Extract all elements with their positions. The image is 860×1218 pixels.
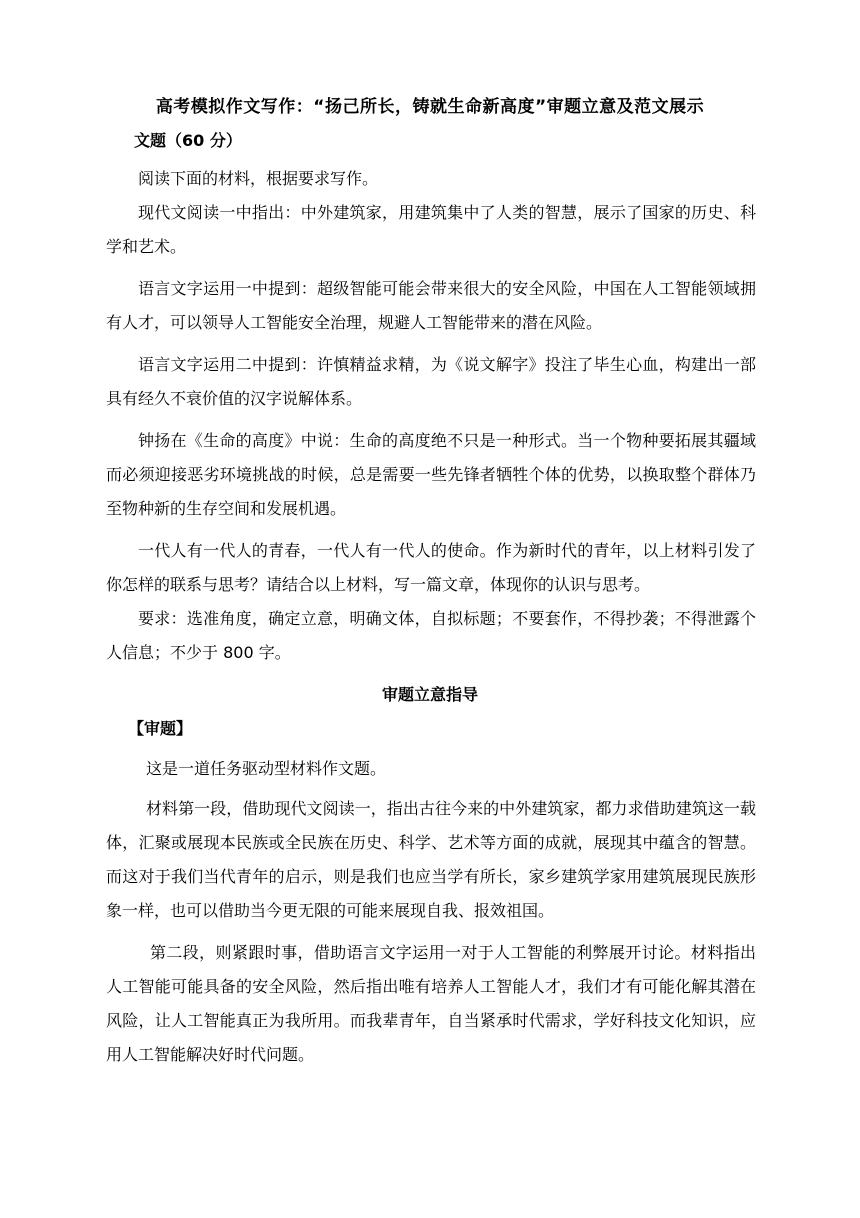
task-paragraph: 一代人有一代人的青春，一代人有一代人的使命。作为新时代的青年，以上材料引发了你怎样的联系与思考？请结合以上材料，写一篇文章，体现你的认识与思考。 (106, 541, 756, 594)
review-paragraph: 这是一道任务驱动型材料作文题。 (146, 759, 387, 778)
task-paragraph: 要求：选准角度，确定立意，明确文体，自拟标题；不要套作，不得抄袭；不得泄露个人信息；不少于 800 字。 (106, 609, 756, 662)
task-paragraph: 阅读下面的材料，根据要求写作。 (138, 169, 379, 188)
task-paragraph: 语言文字运用二中提到：许慎精益求精，为《说文解字》投注了毕生心血，构建出一部具有经久不衰价值的汉字说解体系。 (106, 355, 756, 408)
task-paragraph: 钟扬在《生命的高度》中说：生命的高度绝不只是一种形式。当一个物种要拓展其疆域而必须迎接恶劣环境挑战的时候，总是需要一些先锋者牺牲个体的优势，以换取整个群体乃至物种新的生存空间和发展机遇。 (106, 431, 756, 518)
review-paragraph: 材料第一段，借助现代文阅读一，指出古往今来的中外建筑家，都力求借助建筑这一载体，汇聚或展现本民族或全民族在历史、科学、艺术等方面的成就，展现其中蕴含的智慧。而这对于我们当代青年的启示，则是我们也应当学有所长，家乡建筑学家用建筑展现民族形象一样，也可以借助当今更无限的可能来展现自我、报效祖国。 (106, 799, 756, 920)
task-heading: 文题（60 分） (134, 131, 242, 150)
review-paragraph: 第二段，则紧跟时事，借助语言文字运用一对于人工智能的利弊展开讨论。材料指出人工智能可能具备的安全风险，然后指出唯有培养人工智能人才，我们才有可能化解其潜在风险，让人工智能真正为我所用。而我辈青年，自当紧承时代需求，学好科技文化知识，应用人工智能解决好时代问题。 (106, 943, 756, 1064)
guide-heading: 审题立意指导 (381, 685, 478, 704)
task-paragraph: 现代文阅读一中指出：中外建筑家，用建筑集中了人类的智慧，展示了国家的历史、科学和艺术。 (106, 203, 756, 256)
review-heading: 【审题】 (128, 719, 193, 738)
task-paragraph: 语言文字运用一中提到：超级智能可能会带来很大的安全风险，中国在人工智能领域拥有人才，可以领导人工智能安全治理，规避人工智能带来的潜在风险。 (106, 279, 756, 332)
document-title: 高考模拟作文写作：“扬己所长，铸就生命新高度”审题立意及范文展示 (155, 97, 705, 117)
